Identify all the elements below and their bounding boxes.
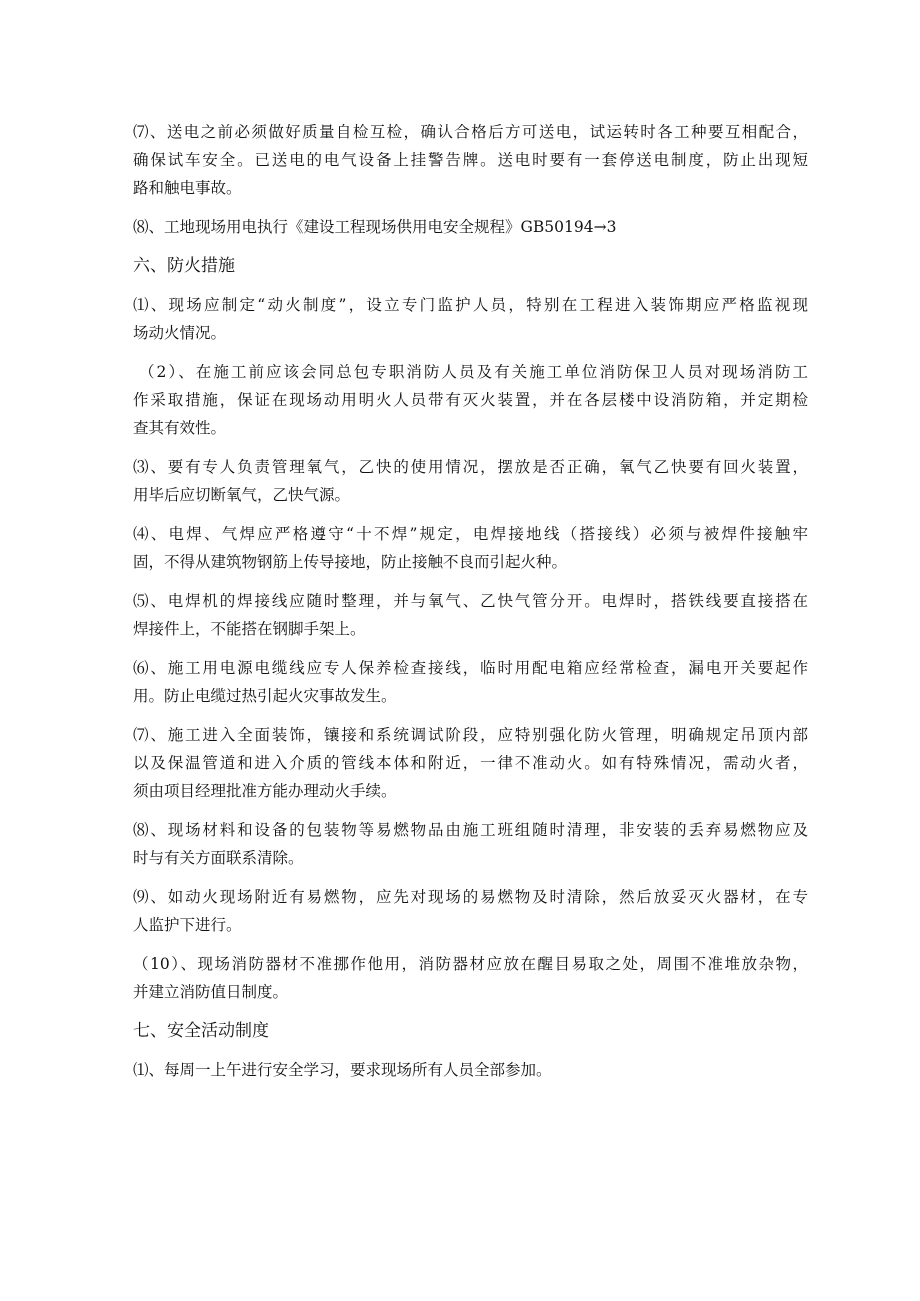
paragraph-fire-item-7 xyxy=(133,721,808,805)
text-line: ⑺、送电之前必须做好质量自检互检，确认合格后方可送电，试运转时各工种要互相配合， xyxy=(133,123,808,141)
text-line: 须由项目经理批准方能办理动火手续。 xyxy=(133,782,397,800)
text-line: 固，不得从建筑物钢筋上传导接地，防止接触不良而引起火种。 xyxy=(133,553,568,571)
heading-text: 七、安全活动制度 xyxy=(133,1021,269,1041)
text-line: 以及保温管道和进入介质的管线本体和附近，一律不准动火。如有特殊情况，需动火者， xyxy=(133,754,808,772)
section-heading-fire-prevention xyxy=(133,252,808,280)
paragraph-fire-item-8 xyxy=(133,816,808,872)
text-line: 作采取措施，保证在现场动用明火人员带有灭火装置，并在各层楼中设消防箱，并定期检 xyxy=(133,391,808,409)
paragraph-fire-item-10 xyxy=(133,950,808,1006)
text-line: 并建立消防值日制度。 xyxy=(133,983,289,1001)
text-line: ⑹、施工用电源电缆线应专人保养检查接线，临时用配电箱应经常检查，漏电开关要起作 xyxy=(133,659,808,677)
text-line: 路和触电事故。 xyxy=(133,179,242,197)
text-line: （10）、现场消防器材不准挪作他用，消防器材应放在醒目易取之处，周围不准堆放杂物， xyxy=(133,955,808,973)
text-line: ⑴、现场应制定“动火制度”，设立专门监护人员，特别在工程进入装饰期应严格监视现 xyxy=(133,296,808,314)
text-line: （2）、在施工前应该会同总包专职消防人员及有关施工单位消防保卫人员对现场消防工 xyxy=(139,363,808,381)
paragraph-fire-item-6 xyxy=(133,654,808,710)
text-line: 确保试车安全。已送电的电气设备上挂警告牌。送电时要有一套停送电制度，防止出现短 xyxy=(133,151,808,169)
document-body xyxy=(133,118,808,1095)
paragraph-fire-item-3 xyxy=(133,453,808,509)
text-line: ⑺、施工进入全面装饰，镶接和系统调试阶段，应特别强化防火管理，明确规定吊顶内部 xyxy=(133,726,808,744)
text-line: 时与有关方面联系清除。 xyxy=(133,849,304,867)
heading-text: 六、防火措施 xyxy=(133,256,235,276)
text-line: 查其有效性。 xyxy=(133,419,227,437)
text-line: ⑸、电焊机的焊接线应随时整理，并与氧气、乙快气管分开。电焊时，搭铁线要直接搭在 xyxy=(133,592,808,610)
paragraph-fire-item-4 xyxy=(133,520,808,576)
text-line: ⑷、电焊、气焊应严格遵守“十不焊”规定，电焊接地线（搭接线）必须与被焊件接触牢 xyxy=(133,525,808,543)
text-line: 人监护下进行。 xyxy=(133,916,242,934)
text-line: ⑶、要有专人负责管理氧气，乙快的使用情况，摆放是否正确，氧气乙快要有回火装置， xyxy=(133,458,808,476)
text-line: 用。防止电缆过热引起火灾事故发生。 xyxy=(133,687,397,705)
paragraph-fire-item-9 xyxy=(133,883,808,939)
paragraph-item-7-power xyxy=(133,118,808,202)
text-line: 用毕后应切断氧气，乙快气源。 xyxy=(133,486,351,504)
paragraph-fire-item-5 xyxy=(133,587,808,643)
text-line: ⑻、现场材料和设备的包装物等易燃物品由施工班组随时清理，非安装的丢弃易燃物应及 xyxy=(133,821,808,839)
text-line: ⑴、每周一上午进行安全学习，要求现场所有人员全部参加。 xyxy=(133,1061,552,1079)
text-line: ⑼、如动火现场附近有易燃物，应先对现场的易燃物及时清除，然后放妥灭火器材，在专 xyxy=(133,888,808,906)
paragraph-safety-item-1 xyxy=(133,1056,808,1084)
text-line: 焊接件上，不能搭在钢脚手架上。 xyxy=(133,620,366,638)
paragraph-fire-item-2 xyxy=(133,358,808,442)
text-line: 场动火情况。 xyxy=(133,324,227,342)
paragraph-item-8-power xyxy=(133,213,808,241)
paragraph-fire-item-1 xyxy=(133,291,808,347)
text-line: ⑻、工地现场用电执行《建设工程现场供用电安全规程》GB50194→3 xyxy=(133,218,617,236)
section-heading-safety-activities xyxy=(133,1017,808,1045)
